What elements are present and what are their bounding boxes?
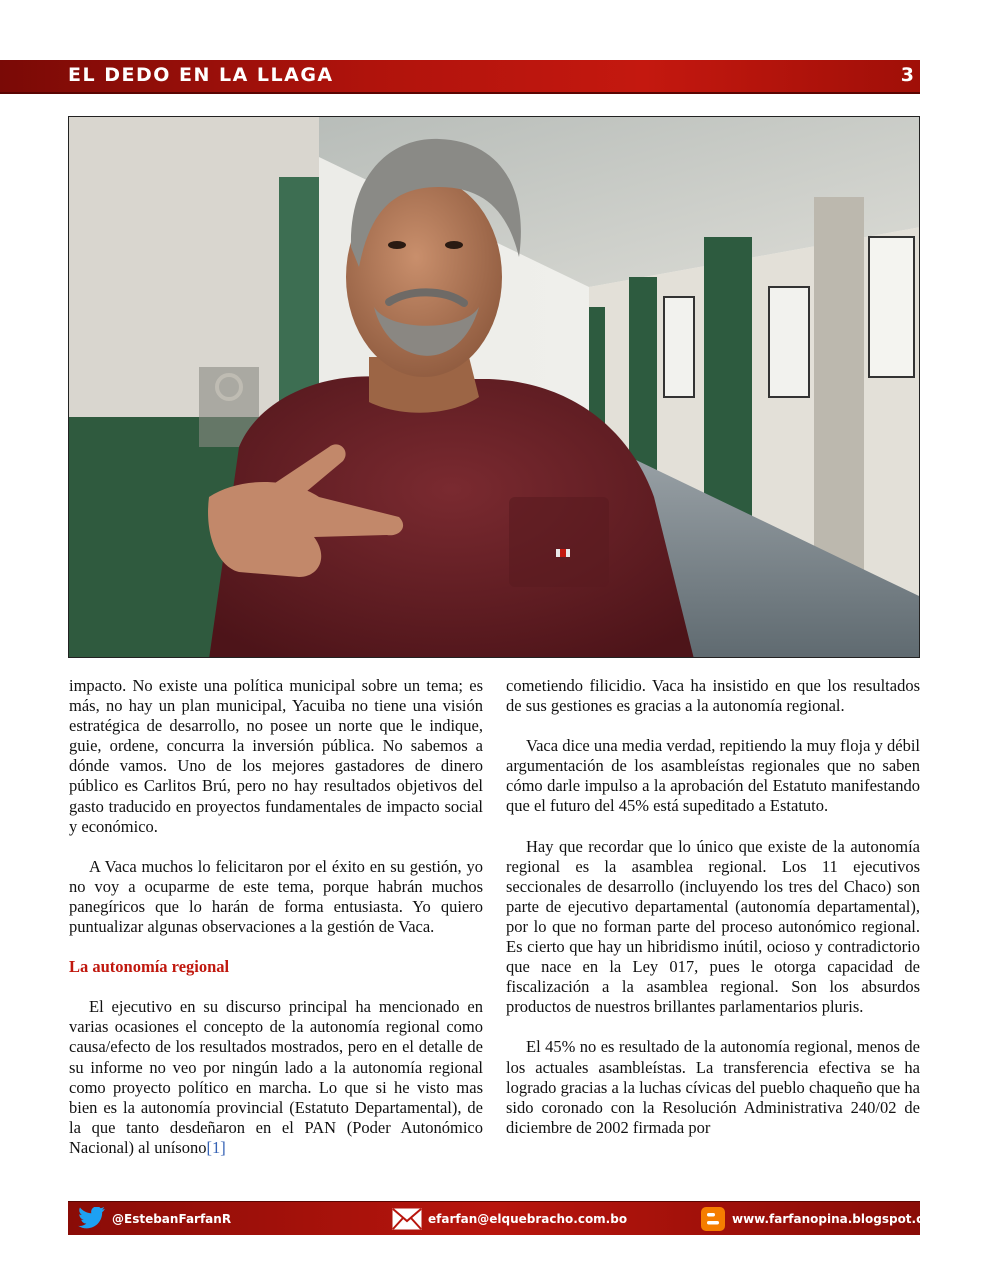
twitter-handle: @EstebanFarfanR xyxy=(112,1212,232,1226)
footnote-link[interactable]: [1] xyxy=(206,1137,226,1157)
left-paragraph-3-text: El ejecutivo en su discurso principal ha mencionado en varias ocasiones el concepto de la autonomía regional como causa/efecto de los resultados mostrados, pero en el detalle de su informe no veo por ningún lado a la autonomía regional como proyecto político en marcha. Lo que si he visto mas bien es la autonomía provincial (Estatuto Departamental), de la que tanto desdeñaron en el PAN (Poder Autonómico Nacional) al unísono xyxy=(69,997,483,1157)
footer-twitter[interactable] xyxy=(78,1202,231,1236)
mail-icon xyxy=(392,1208,422,1230)
twitter-icon xyxy=(78,1207,106,1231)
left-column xyxy=(69,676,483,1178)
left-paragraph-1: impacto. No existe una política municipal sobre un tema; es más, no hay un plan municipal, Yacuiba no tiene una visión estratégica de desarrollo, no posee un norte que le indique, guie, ordene, concurra la inversión pública. No sabemos a dónde vamos. Uno de los mejores gastadores de dinero público es Carlitos Brú, pero no hay resultados objetivos del gasto traducido en proyectos fundamentales de impacto social y económico. xyxy=(69,676,483,836)
photo-illustration xyxy=(69,117,920,658)
right-paragraph-2: Vaca dice una media verdad, repitiendo la muy floja y débil argumentación de los asambleístas regionales que no saben cómo darle impulso a la aprobación del Estatuto manifestando que el futuro del 45% está supeditado a Estatuto. xyxy=(506,736,920,816)
left-paragraph-2: A Vaca muchos lo felicitaron por el éxito en su gestión, yo no voy a ocuparme de este tema, porque habrán muchos panegíricos que lo harán de forma entusiasta. Yo quiero puntualizar algunas observaciones a la gestión de Vaca. xyxy=(69,856,483,937)
header-band xyxy=(0,60,920,94)
right-paragraph-3: Hay que recordar que lo único que existe de la autonomía regional es la asamblea regional. Los 11 ejecutivos seccionales de desarrollo (incluyendo los tres del Chaco) son parte de ejecutivo departamental (autonomía departamental), por lo que no forman parte del proceso autonómico regional. Es cierto que hay un hibridismo inútil, ocioso y contradictorio que nace en la Ley 017, pues le otorga capacidad de fiscalización a la asamblea regional. Son los absurdos productos de nuestros brillantes parlamentarios pluris. xyxy=(506,836,920,1017)
footer-email[interactable] xyxy=(392,1202,627,1236)
footer-band xyxy=(68,1201,944,1235)
section-heading: La autonomía regional xyxy=(69,957,230,977)
right-paragraph-1: cometiendo filicidio. Vaca ha insistido en que los resultados de sus gestiones es gracias a la autonomía regional. xyxy=(506,676,920,716)
footer-blog[interactable] xyxy=(700,1202,944,1236)
section-title: EL DEDO EN LA LLAGA xyxy=(68,64,334,86)
right-paragraph-4: El 45% no es resultado de la autonomía regional, menos de los actuales asambleístas. La transferencia efectiva se ha logrado gracias a la luchas cívicas del pueblo chaqueño que ha sido coronado con la Resolución Administrativa 240/02 de diciembre de 2002 firmada por xyxy=(506,1037,920,1137)
article-photo xyxy=(68,116,920,658)
page-number: 3 xyxy=(900,64,914,86)
blog-url: www.farfanopina.blogspot.com xyxy=(732,1212,944,1226)
left-paragraph-3 xyxy=(69,997,483,1158)
blogger-icon xyxy=(700,1206,726,1232)
email-address: efarfan@elquebracho.com.bo xyxy=(428,1212,628,1226)
right-column xyxy=(506,676,920,1158)
